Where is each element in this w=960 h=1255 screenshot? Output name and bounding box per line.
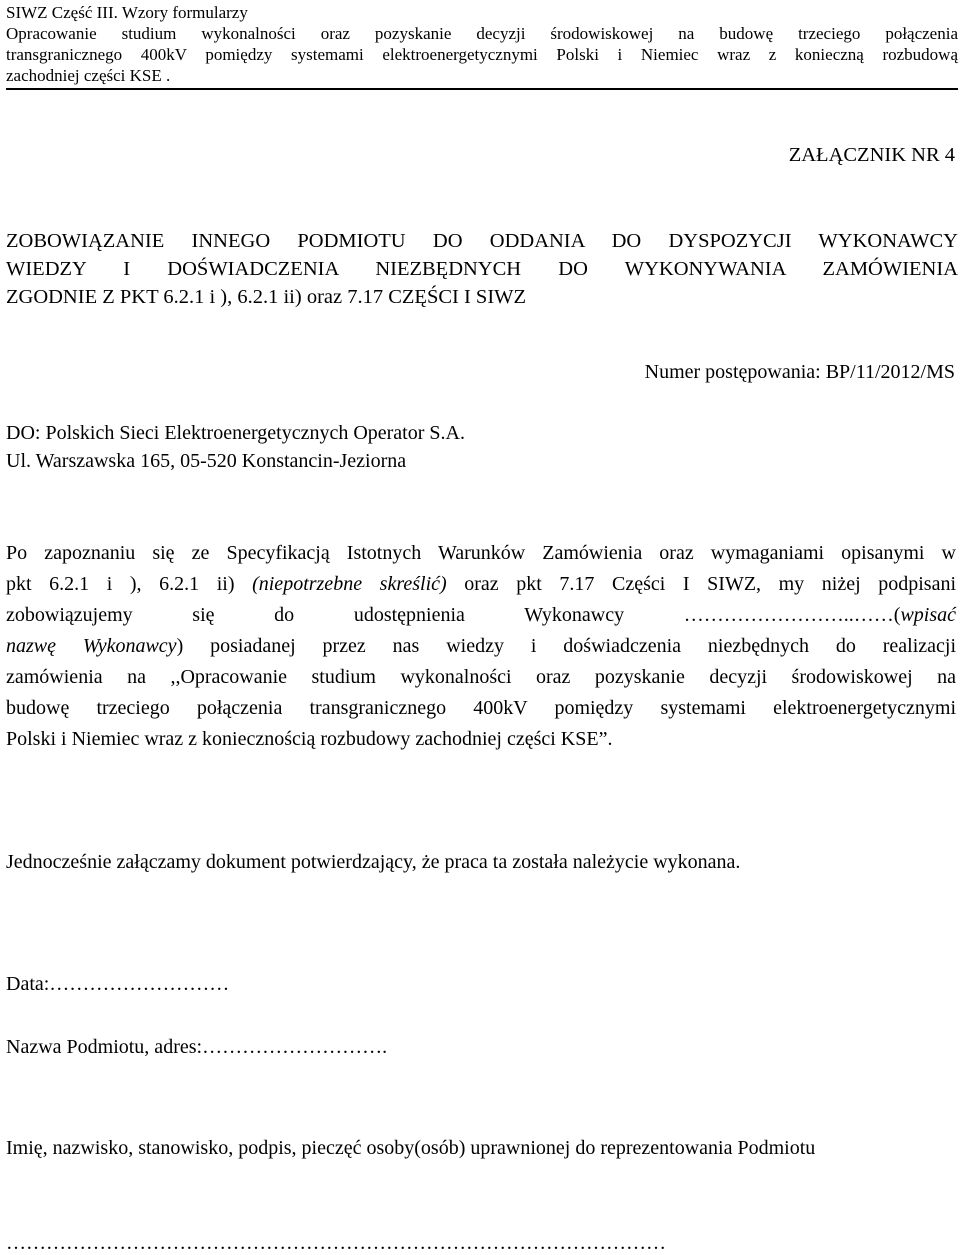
- body-italic-note: (niepotrzebne skreślić): [252, 573, 447, 595]
- date-field[interactable]: Data:………………………: [6, 973, 230, 995]
- title-line-2: WIEDZY I DOŚWIADCZENIA NIEZBĘDNYCH DO WYKONYWANIA ZAMÓWIENIA: [6, 258, 958, 280]
- annex-label: ZAŁĄCZNIK NR 4: [788, 144, 955, 166]
- title-line-1: ZOBOWIĄZANIE INNEGO PODMIOTU DO ODDANIA DO DYSPOZYCJI WYKONAWCY: [6, 230, 958, 252]
- body-line-6: budowę trzeciego połączenia transgranicznego 400kV pomiędzy systemami elektroenergetycznymi: [6, 697, 956, 719]
- body-italic-note: nazwę Wykonawcy: [6, 635, 177, 657]
- body-line-2: [6, 569, 956, 600]
- body-line-5: zamówienia na ,,Opracowanie studium wykonalności oraz pozyskanie decyzji środowiskowej na: [6, 666, 956, 688]
- running-header: [6, 2, 958, 86]
- header-line-3: transgranicznego 400kV pomiędzy systemami elektroenergetycznymi Polski i Niemiec wraz z konieczną rozbudową: [6, 45, 958, 64]
- commitment-paragraph: [6, 538, 956, 755]
- body-line-1: Po zapoznaniu się ze Specyfikacją Istotnych Warunków Zamówienia oraz wymaganiami opisanymi w: [6, 542, 956, 564]
- recipient-street: Ul. Warszawska 165, 05-520 Konstancin-Jeziorna: [6, 450, 407, 472]
- body-line-3: [6, 600, 956, 631]
- header-line-2: Opracowanie studium wykonalności oraz pozyskanie decyzji środowiskowej na budowę trzeciego połączenia: [6, 24, 958, 43]
- body-line-4: [6, 631, 956, 662]
- body-text: zobowiązujemy się do udostępnienia Wykonawcy ……………………..……(: [6, 604, 901, 626]
- entity-name-address-field[interactable]: Nazwa Podmiotu, adres:……………………….: [6, 1036, 388, 1058]
- body-line-7: Polski i Niemiec wraz z koniecznością rozbudowy zachodniej części KSE”.: [6, 728, 613, 750]
- header-divider: [6, 88, 958, 90]
- procedure-number: Numer postępowania: BP/11/2012/MS: [644, 361, 955, 383]
- attachment-statement: Jednocześnie załączamy dokument potwierdzający, że praca ta została należycie wykonana.: [6, 851, 741, 873]
- header-line-4: zachodniej części KSE .: [6, 66, 171, 85]
- recipient-name: Polskich Sieci Elektroenergetycznych Operator S.A.: [45, 422, 465, 444]
- signature-label: Imię, nazwisko, stanowisko, podpis, pieczęć osoby(osób) uprawnionej do reprezentowania Podmiotu: [6, 1137, 816, 1159]
- header-line-1: SIWZ Część III. Wzory formularzy: [6, 3, 248, 22]
- signature-line[interactable]: ………………………………………………………………………………………: [6, 1232, 666, 1254]
- title-line-3: ZGODNIE Z PKT 6.2.1 i ), 6.2.1 ii) oraz 7.17 CZĘŚCI I SIWZ: [6, 286, 527, 308]
- document-title: [6, 227, 958, 311]
- body-text: pkt 6.2.1 i ), 6.2.1 ii): [6, 573, 253, 595]
- body-text: ) posiadanej przez nas wiedzy i doświadczenia niezbędnych do realizacji: [176, 635, 957, 657]
- body-italic-note: wpisać: [900, 604, 956, 626]
- address-prefix: DO:: [6, 422, 46, 444]
- body-text: oraz pkt 7.17 Części I SIWZ, my niżej podpisani: [446, 573, 957, 595]
- recipient-address: [6, 419, 465, 475]
